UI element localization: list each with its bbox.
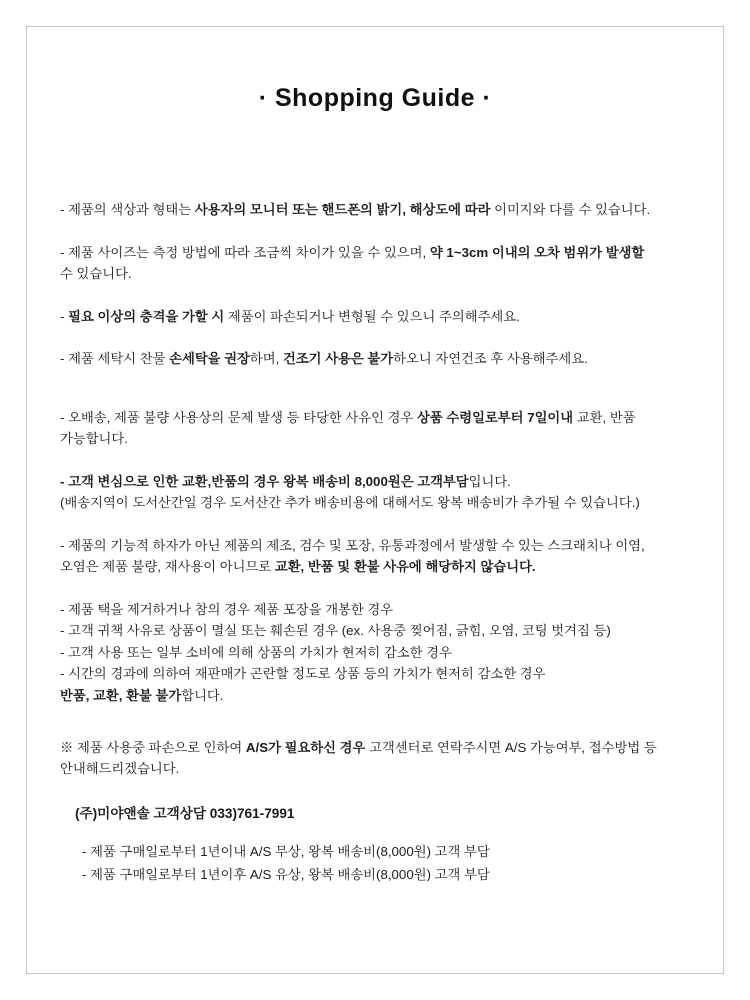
guide-line xyxy=(60,306,698,328)
emphasis-text: 사용자의 모니터 또는 핸드폰의 밝기, 해상도에 따라 xyxy=(194,202,495,217)
as-term-item: - 제품 구매일로부터 1년이내 A/S 무상, 왕복 배송비(8,000원) 고객 부담 xyxy=(82,843,490,859)
body-text: 오염은 제품 불량, 재사용이 아니므로 xyxy=(60,559,275,575)
guide-block-size-tolerance xyxy=(60,242,698,285)
as-notice-block xyxy=(60,737,698,780)
as-term-item: - 제품 구매일로부터 1년이후 A/S 유상, 왕복 배송비(8,000원) 고객 부담 xyxy=(82,866,490,882)
body-text: - 제품 사이즈는 측정 방법에 따라 조금씩 차이가 있을 수 있으며, xyxy=(60,244,430,260)
customer-service-contact: (주)미야앤솔 고객상담 033)761-7991 xyxy=(75,805,295,821)
guide-block-non-returnable-cases xyxy=(60,599,698,707)
body-text: - 시간의 경과에 의하여 재판매가 곤란할 정도로 상품 등의 가치가 현저히 감소한 경우 xyxy=(60,666,546,682)
guide-line xyxy=(60,428,698,450)
guide-blocks xyxy=(60,199,698,707)
body-text: 교환, 반품 xyxy=(576,409,636,425)
guide-line xyxy=(60,663,698,685)
body-text: - 고객 사용 또는 일부 소비에 의해 상품의 가치가 현저히 감소한 경우 xyxy=(60,644,452,660)
guide-line xyxy=(60,407,698,429)
body-text: 안내해드리겠습니다. xyxy=(60,761,180,777)
emphasis-text: 약 1~3cm 이내의 오차 범위가 발생할 xyxy=(429,244,645,260)
guide-block-color-difference xyxy=(60,199,698,221)
page-title: · Shopping Guide · xyxy=(258,84,492,112)
body-text: - 제품의 색상과 형태는 xyxy=(60,202,195,217)
emphasis-text: 교환, 반품 및 환불 사유에 해당하지 않습니다. xyxy=(274,559,536,575)
emphasis-text: 건조기 사용은 불가 xyxy=(282,351,394,367)
body-text: 수 있습니다. xyxy=(60,266,132,282)
guide-line xyxy=(60,492,698,514)
guide-sections xyxy=(42,199,708,886)
body-text: - 제품 택을 제거하거나 참의 경우 제품 포장을 개봉한 경우 xyxy=(60,601,394,617)
emphasis-text: 필요 이상의 충격을 가할 시 xyxy=(68,308,228,324)
body-text: - xyxy=(60,308,69,324)
guide-block-exchange-period xyxy=(60,407,698,450)
guide-line xyxy=(60,599,698,621)
guide-block-return-shipping-fee xyxy=(60,471,698,514)
body-text: 제품이 파손되거나 변형될 수 있으니 주의해주세요. xyxy=(227,308,520,324)
body-text: 입니다. xyxy=(468,473,511,489)
guide-block-washing-guide xyxy=(60,348,698,370)
as-notice-lines xyxy=(60,737,698,780)
guide-line xyxy=(60,737,698,759)
guide-block-impact-warning xyxy=(60,306,698,328)
guide-line xyxy=(60,642,698,664)
body-text: - 고객 귀책 사유로 상품이 멸실 또는 훼손된 경우 (ex. 사용중 찢어짐, 긁힘, 오염, 코팅 벗겨짐 등) xyxy=(60,623,611,639)
as-terms-list xyxy=(60,840,698,887)
body-text: ※ 제품 사용중 파손으로 인하여 xyxy=(60,739,246,755)
guide-line xyxy=(60,758,698,780)
guide-line xyxy=(60,348,698,370)
spacer xyxy=(60,391,698,407)
body-text: 가능합니다. xyxy=(60,431,128,447)
emphasis-text: 상품 수령일로부터 7일이내 xyxy=(417,409,577,425)
guide-line xyxy=(60,685,698,707)
body-text: 하오니 자연건조 후 사용해주세요. xyxy=(393,351,588,367)
body-text: 고객센터로 연락주시면 A/S 가능여부, 접수방법 등 xyxy=(369,739,657,755)
body-text: - 제품 세탁시 찬물 xyxy=(60,351,170,367)
guide-line xyxy=(60,535,698,557)
body-text: (배송지역이 도서산간일 경우 도서산간 추가 배송비용에 대해서도 왕복 배송비가 추가될 수 있습니다.) xyxy=(60,495,640,511)
guide-line xyxy=(60,620,698,642)
guide-block-not-defect-cases xyxy=(60,535,698,578)
guide-line xyxy=(60,471,698,493)
body-text: - 제품의 기능적 하자가 아닌 제품의 제조, 검수 및 포장, 유통과정에서 발생할 수 있는 스크래치나 이염, xyxy=(60,537,645,553)
emphasis-text: 반품, 교환, 환불 불가 xyxy=(60,687,182,703)
guide-line xyxy=(60,263,698,285)
guide-content xyxy=(24,84,726,886)
body-text: 합니다. xyxy=(181,687,224,703)
body-text: 이미지와 다를 수 있습니다. xyxy=(494,202,651,217)
emphasis-text: A/S가 필요하신 경우 xyxy=(245,739,370,755)
emphasis-text: - 고객 변심으로 인한 교환,반품의 경우 왕복 배송비 8,000원은 고객부담 xyxy=(60,473,469,489)
guide-line xyxy=(60,199,698,221)
guide-line xyxy=(60,556,698,578)
body-text: - 오배송, 제품 불량 사용상의 문제 발생 등 타당한 사유인 경우 xyxy=(60,409,418,425)
emphasis-text: 손세탁을 권장 xyxy=(169,351,250,367)
guide-line xyxy=(60,242,698,264)
body-text: 하며, xyxy=(249,351,283,367)
